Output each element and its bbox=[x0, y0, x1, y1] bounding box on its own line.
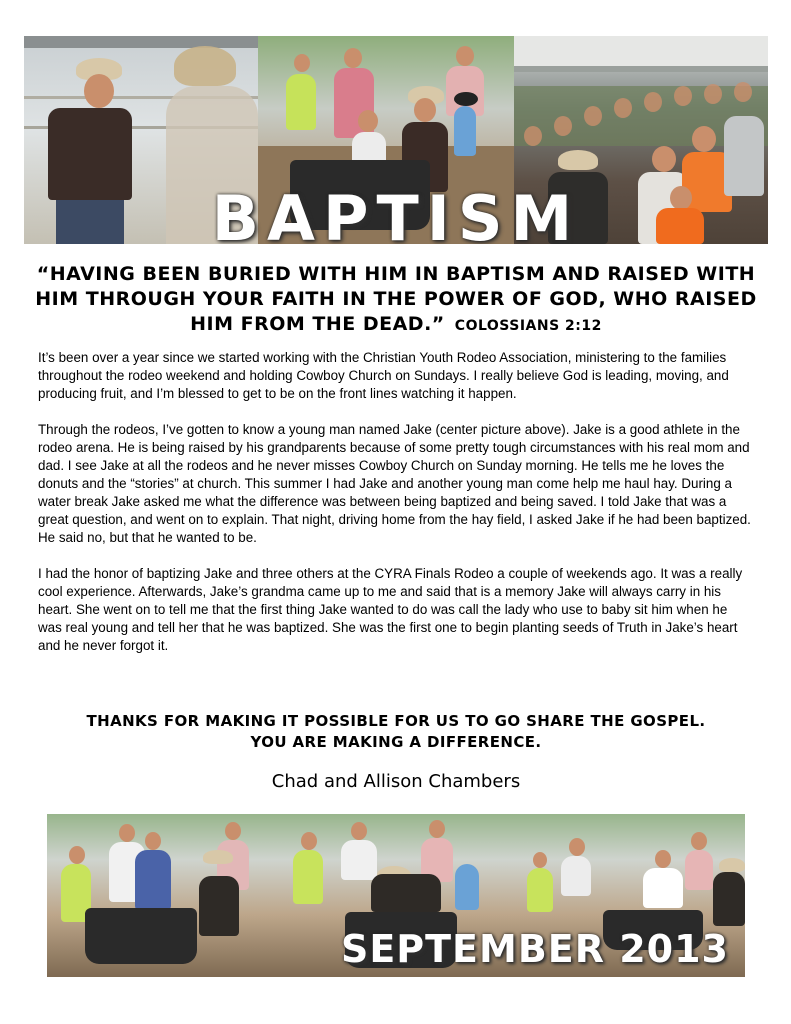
closing-thanks bbox=[30, 711, 762, 753]
paragraph-intro: It’s been over a year since we started working with the Christian Youth Rodeo Association, ministering to the families throughout the rodeo weekend and holding Cowboy Church on Sundays. I really believe God is leading, moving, and producing fruit, and I’m blessed to get to be on the front lines watching it happen. bbox=[38, 350, 729, 401]
verse-text: “HAVING BEEN BURIED WITH HIM IN BAPTISM AND RAISED WITH HIM THROUGH YOUR FAITH IN THE POWER OF GOD, WHO RAISED HIM FROM THE DEAD.” bbox=[35, 263, 757, 335]
page-title: BAPTISM bbox=[211, 182, 581, 244]
paragraph-jake: Through the rodeos, I’ve gotten to know a young man named Jake (center picture above). Jake is a good athlete in the rodeo arena. He is being raised by his grandparents because of some pretty tough circumstances with his real mom and dad. I see Jake at all the rodeos and he never misses Cowboy Church on Sunday morning. He tells me he loves the donuts and the “stories” at church. This summer I had Jake and another young man come help me haul hay. During a water break Jake asked me what the difference was between being baptized and being saved. I told Jake that was a great question, and went on to explain. That night, driving home from the hay field, I asked Jake if he had been baptized. He said no, but that he wanted to be. bbox=[38, 422, 751, 545]
paragraph-baptism: I had the honor of baptizing Jake and three others at the CYRA Finals Rodeo a couple of weekends ago. It was a really cool experience. Afterwards, Jake’s grandma came up to me and said that is a memory Jake will always carry in his heart. She went on to tell me that the first thing Jake wanted to do was call the lady who use to baby sit him when he was real young and tell her that he was baptized. She was the first one to begin planting seeds of Truth in Jake’s heart and he never forgot it. bbox=[38, 566, 743, 653]
photo-group-1 bbox=[47, 814, 281, 977]
verse-reference: COLOSSIANS 2:12 bbox=[454, 318, 602, 334]
top-photo-banner bbox=[24, 36, 768, 244]
article-body bbox=[38, 349, 754, 673]
thanks-line-2: YOU ARE MAKING A DIFFERENCE. bbox=[250, 733, 542, 751]
date-overlay: SEPTEMBER 2013 bbox=[340, 927, 729, 971]
thanks-line-1: THANKS FOR MAKING IT POSSIBLE FOR US TO GO SHARE THE GOSPEL. bbox=[86, 712, 706, 730]
bottom-photo-banner bbox=[47, 814, 745, 977]
scripture-verse bbox=[30, 262, 762, 339]
signature: Chad and Allison Chambers bbox=[271, 771, 521, 792]
